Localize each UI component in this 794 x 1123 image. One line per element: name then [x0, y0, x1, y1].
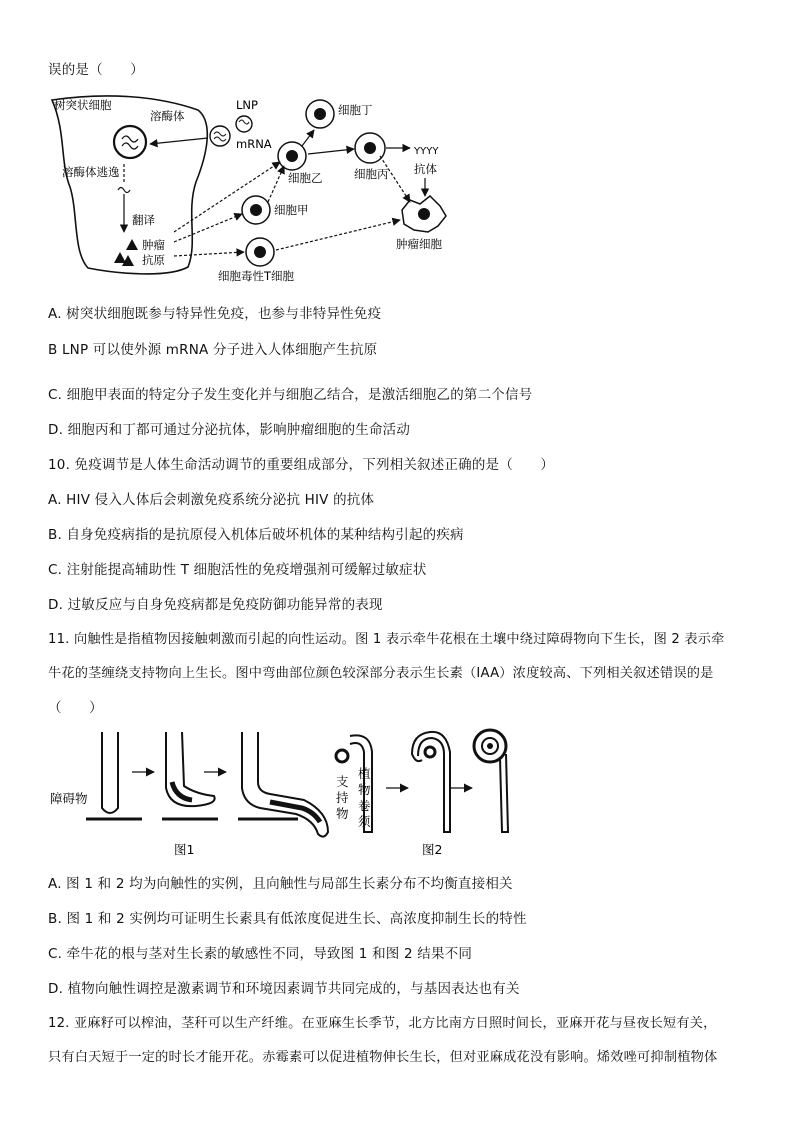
q11-option-b: B. 图 1 和 2 实例均可证明生长素具有低浓度促进生长、高浓度抑制生长的特性 — [48, 911, 527, 927]
label-support-3: 物 — [336, 806, 349, 821]
q9-stem-tail: 误的是（ ） — [48, 62, 144, 78]
q12-line2: 只有白天短于一定的时长才能开花。赤霉素可以促进植物伸长生长，但对亚麻成花没有影响。烯效唑可抑制植物体 — [48, 1050, 718, 1065]
label-obstacle: 障碍物 — [50, 791, 88, 806]
label-tumor-antigen-1: 肿瘤 — [142, 238, 165, 252]
q10-option-b: B. 自身免疫病指的是抗原侵入机体后破坏机体的某种结构引起的疾病 — [48, 527, 464, 543]
root-stage-3 — [242, 732, 328, 837]
root-stage-2 — [166, 732, 215, 806]
q9-option-a: A. 树突状细胞既参与特异性免疫，也参与非特异性免疫 — [48, 306, 382, 322]
label-tendril-3: 卷 — [358, 798, 371, 813]
label-tendril-4: 须 — [358, 814, 371, 829]
antigen-triangle — [126, 239, 138, 250]
q11-option-d: D. 植物向触性调控是激素调节和环境因素调节共同完成的，与基因表达也有关 — [48, 981, 520, 997]
label-tendril-1: 植 — [358, 766, 371, 781]
q11-stem-line3: （ ） — [48, 700, 103, 716]
antigen-triangle — [114, 252, 126, 263]
q9-option-c: C. 细胞甲表面的特定分子发生变化并与细胞乙结合，是激活细胞乙的第二个信号 — [48, 387, 533, 403]
label-tendril-2: 物 — [358, 782, 371, 797]
q10-option-d: D. 过敏反应与自身免疫病都是免疫防御功能异常的表现 — [48, 597, 383, 613]
label-tumor-antigen-2: 抗原 — [142, 253, 165, 267]
label-mrna: mRNA — [236, 137, 272, 151]
label-translate: 翻译 — [132, 213, 155, 227]
fig2-caption: 图2 — [422, 842, 443, 857]
q11-stem-line1: 11. 向触性是指植物因接触刺激而引起的向性运动。图 1 表示牵牛花根在土壤中绕过障碍物向下生长，图 2 表示牵 — [48, 632, 725, 647]
tendril-stage-3 — [500, 754, 508, 832]
q11-stem-line2: 牛花的茎缠绕支持物向上生长。图中弯曲部位颜色较深部分表示生长素（IAA）浓度较高、下列相关叙述错误的是 — [48, 666, 714, 681]
label-antibody: 抗体 — [414, 162, 437, 176]
lysosome-shape — [114, 126, 146, 158]
label-lysosome-escape: 溶酶体逃逸 — [62, 165, 120, 179]
q11-option-a: A. 图 1 和 2 均为向触性的实例，且向触性与局部生长素分布不均衡直接相关 — [48, 876, 513, 892]
fig1-caption: 图1 — [174, 842, 195, 857]
root-stage-1 — [102, 732, 118, 813]
q10-option-c: C. 注射能提高辅助性 T 细胞活性的免疫增强剂可缓解过敏症状 — [48, 562, 427, 578]
label-cell-ding: 细胞丁 — [338, 103, 373, 117]
tropism-figure — [46, 722, 516, 862]
antibody-symbols: YYYY — [414, 146, 439, 157]
immune-diagram — [48, 92, 468, 287]
q9-option-b: B LNP 可以使外源 mRNA 分子进入人体细胞产生抗原 — [48, 342, 378, 358]
label-cell-bing: 细胞丙 — [354, 167, 389, 181]
label-tumor-cell: 肿瘤细胞 — [396, 237, 442, 251]
label-cell-yi: 细胞乙 — [288, 171, 323, 185]
label-dendritic-cell: 树突状细胞 — [54, 98, 112, 112]
q9-option-d: D. 细胞丙和丁都可通过分泌抗体，影响肿瘤细胞的生命活动 — [48, 422, 411, 438]
lnp-particle-inside — [210, 126, 230, 146]
q12-line1: 12. 亚麻籽可以榨油，茎秆可以生产纤维。在亚麻生长季节，北方比南方日照时间长，亚麻开花与昼夜长短有关， — [48, 1016, 717, 1031]
label-cell-jia: 细胞甲 — [274, 203, 309, 217]
label-support-2: 持 — [336, 790, 349, 805]
q10-stem: 10. 免疫调节是人体生命活动调节的重要组成部分，下列相关叙述正确的是（ ） — [48, 457, 555, 473]
label-cytotoxic-t: 细胞毒性T细胞 — [218, 269, 295, 283]
q11-option-c: C. 牵牛花的根与茎对生长素的敏感性不同，导致图 1 和图 2 结果不同 — [48, 946, 473, 962]
q10-option-a: A. HIV 侵入人体后会刺激免疫系统分泌抗 HIV 的抗体 — [48, 492, 375, 508]
label-lnp: LNP — [236, 98, 258, 112]
support-post — [336, 750, 348, 762]
label-support-1: 支 — [336, 774, 349, 789]
lnp-particle — [236, 116, 252, 132]
label-lysosome: 溶酶体 — [150, 109, 185, 123]
